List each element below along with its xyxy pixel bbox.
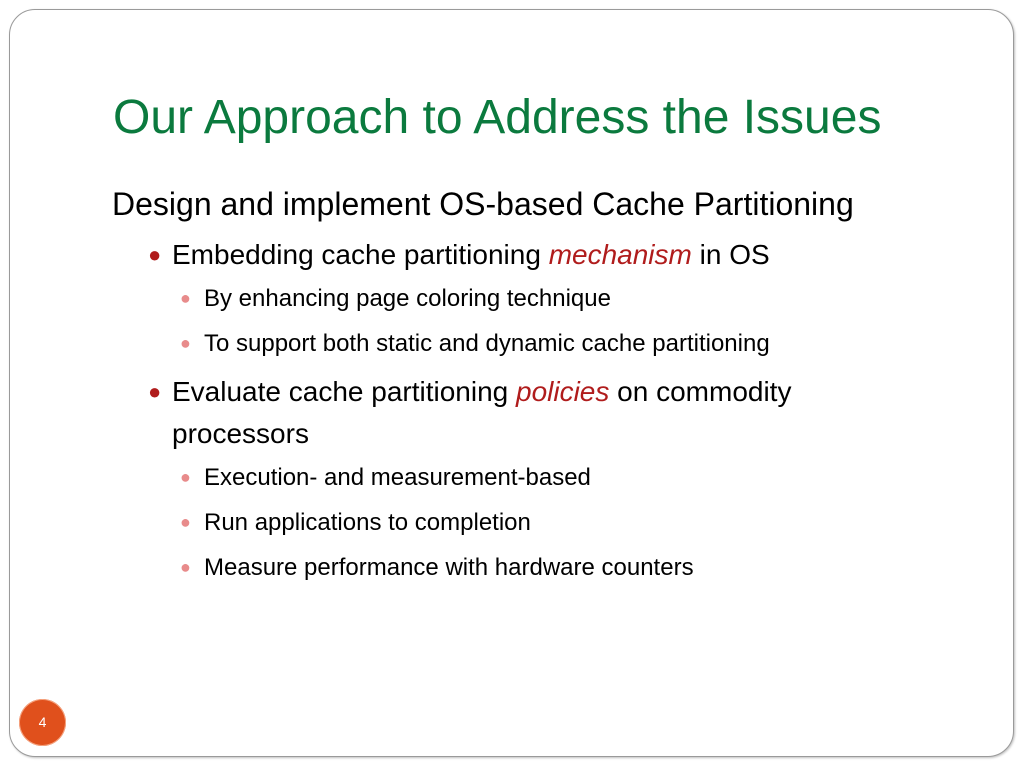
bullet-text: Evaluate cache partitioning bbox=[172, 376, 516, 407]
sub-bullet-item bbox=[180, 281, 912, 316]
page-number-badge: 4 bbox=[19, 699, 66, 746]
sub-bullet-dot-icon: ● bbox=[180, 467, 191, 487]
sub-bullet-dot-icon: ● bbox=[180, 333, 191, 353]
sub-bullet-item bbox=[180, 505, 912, 540]
sub-bullet-item bbox=[180, 460, 912, 495]
sub-bullet-item bbox=[180, 550, 912, 585]
level1-heading: Design and implement OS-based Cache Partitioning bbox=[112, 186, 854, 222]
slide-content bbox=[112, 183, 912, 595]
emphasis-text: policies bbox=[516, 376, 610, 407]
sub-bullet-dot-icon: ● bbox=[180, 288, 191, 308]
sub-bullet-dot-icon: ● bbox=[180, 512, 191, 532]
sub-bullet-text: Measure performance with hardware counters bbox=[204, 554, 694, 581]
bullet-item bbox=[148, 371, 912, 455]
sub-bullet-text: Execution- and measurement-based bbox=[204, 464, 591, 491]
bullet-item bbox=[148, 234, 912, 276]
bullet-dot-icon: ● bbox=[148, 379, 162, 404]
emphasis-text: mechanism bbox=[548, 239, 692, 270]
sub-bullet-item bbox=[180, 326, 912, 361]
bullet-text: in OS bbox=[691, 239, 770, 270]
sub-bullet-dot-icon: ● bbox=[180, 557, 191, 577]
sub-bullet-text: By enhancing page coloring technique bbox=[204, 285, 611, 312]
sub-bullet-text: Run applications to completion bbox=[204, 509, 531, 536]
bullet-text: on commodity processors bbox=[172, 376, 792, 449]
bullet-text: Embedding cache partitioning bbox=[172, 239, 549, 270]
sub-bullet-text: To support both static and dynamic cache partitioning bbox=[204, 330, 770, 357]
bullet-dot-icon: ● bbox=[148, 242, 162, 267]
slide-title: Our Approach to Address the Issues bbox=[113, 91, 882, 144]
